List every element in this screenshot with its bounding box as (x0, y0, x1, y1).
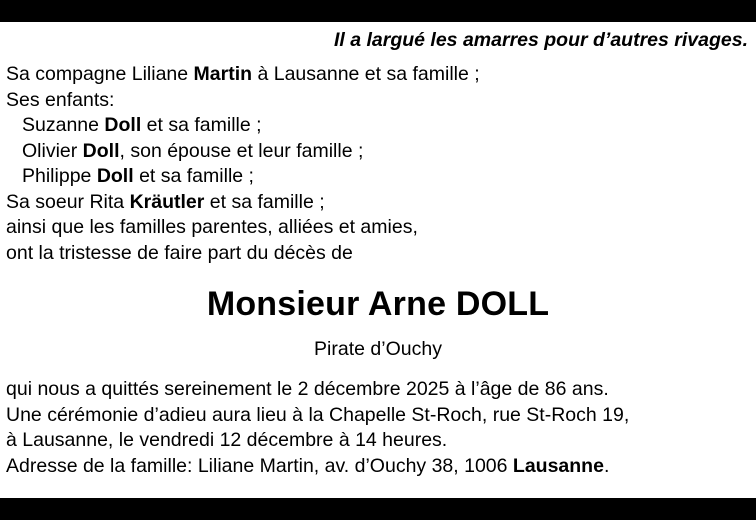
family-line-post: à Lausanne et sa famille ; (252, 63, 480, 86)
family-line (6, 139, 750, 165)
family-line (6, 241, 750, 267)
family-list (6, 62, 750, 266)
family-line-pre: Sa compagne Liliane (6, 63, 194, 86)
family-line (6, 164, 750, 190)
family-line-bold: Doll (104, 114, 142, 137)
family-line-pre: ont la tristesse de faire part du décès de (6, 241, 353, 264)
family-line (6, 88, 750, 114)
family-line-post: et sa famille ; (141, 114, 262, 137)
family-line-bold: Martin (193, 63, 253, 86)
closing-line-pre: Une cérémonie d’adieu aura lieu à la Chapelle St-Roch, rue St-Roch 19, (6, 403, 630, 426)
closing-text (6, 377, 750, 479)
deceased-subtitle: Pirate d’Ouchy (314, 337, 442, 360)
closing-line (6, 377, 750, 403)
family-line-bold: Kräutler (129, 190, 205, 213)
notice-content (0, 22, 756, 498)
family-line-pre: Ses enfants: (6, 88, 115, 111)
closing-line (6, 403, 750, 429)
family-line-post: et sa famille ; (204, 190, 325, 213)
family-line-post: et sa famille ; (133, 165, 254, 188)
family-line (6, 215, 750, 241)
closing-line-pre: Adresse de la famille: Liliane Martin, av. d’Ouchy 38, 1006 (6, 454, 513, 477)
family-line-pre: ainsi que les familles parentes, alliées et amies, (6, 216, 418, 239)
family-line-pre: Philippe (22, 165, 97, 188)
family-line-bold: Doll (96, 165, 134, 188)
family-line-pre: Olivier (22, 139, 83, 162)
family-line-bold: Doll (82, 139, 120, 162)
epigraph: Il a largué les amarres pour d’autres rivages. (333, 29, 748, 51)
family-line-pre: Suzanne (22, 114, 105, 137)
closing-line (6, 454, 750, 480)
closing-line-post: . (603, 454, 610, 477)
family-line-post: , son épouse et leur famille ; (119, 139, 364, 162)
closing-line-bold: Lausanne (512, 454, 604, 477)
family-line-pre: Sa soeur Rita (6, 190, 130, 213)
family-line (6, 190, 750, 216)
closing-line (6, 428, 750, 454)
deceased-name: Monsieur Arne DOLL (206, 285, 550, 324)
family-line (6, 113, 750, 139)
closing-line-pre: qui nous a quittés sereinement le 2 décembre 2025 à l’âge de 86 ans. (6, 378, 609, 401)
family-line (6, 62, 750, 88)
closing-line-pre: à Lausanne, le vendredi 12 décembre à 14 heures. (6, 429, 448, 452)
